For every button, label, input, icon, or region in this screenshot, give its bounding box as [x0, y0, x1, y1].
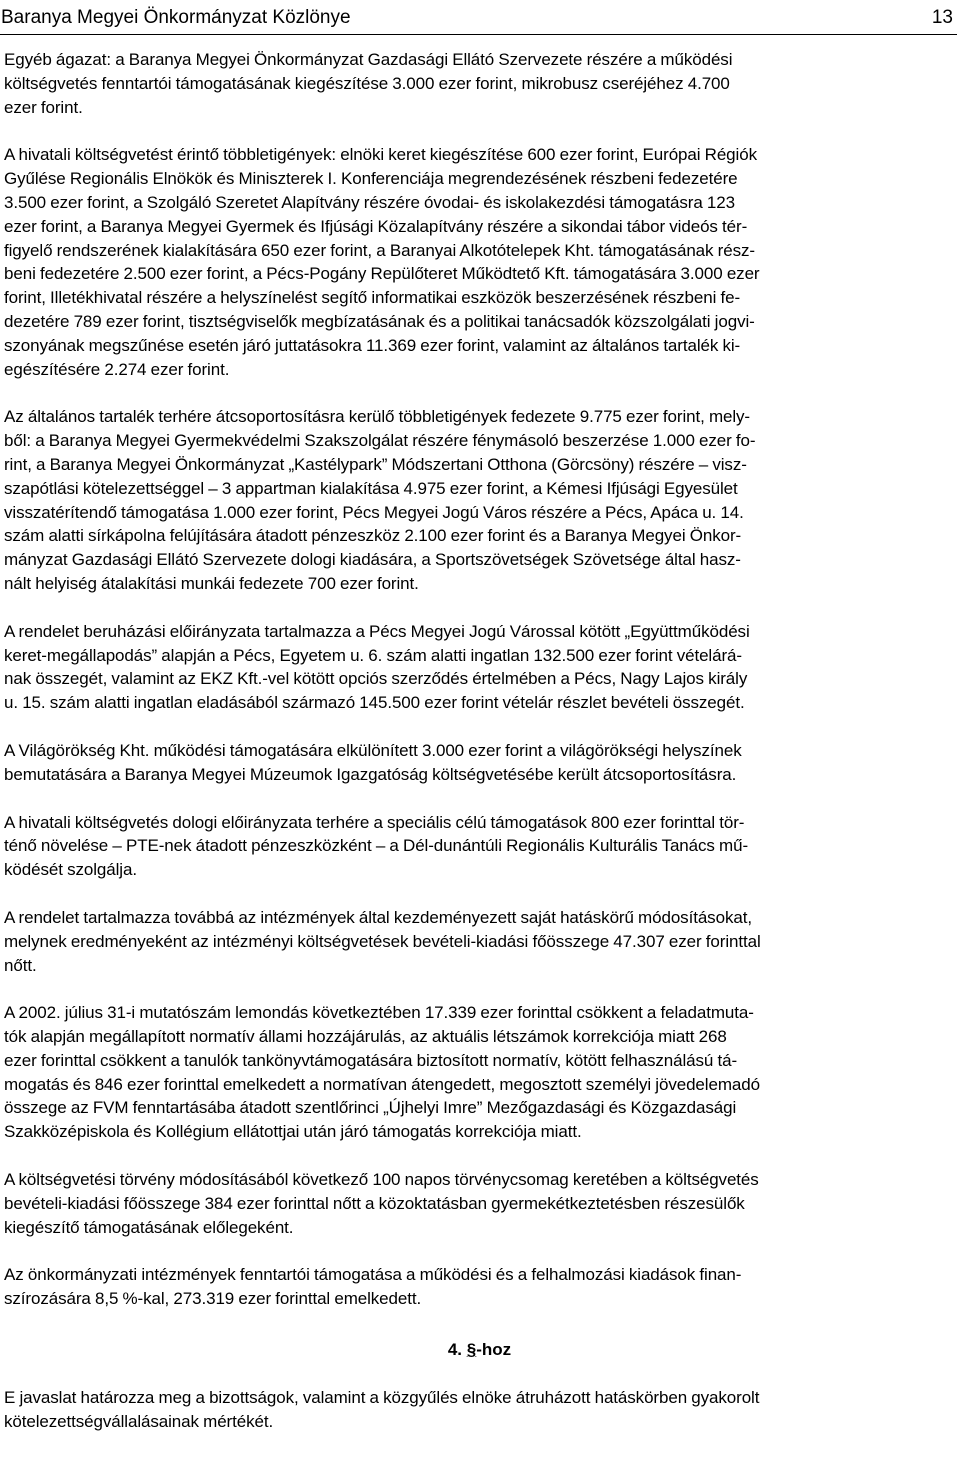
text-line: ezer forint. [4, 97, 83, 117]
text-line: Szakközépiskola és Kollégium ellátottjai után járó támogatás korrekciója miatt. [4, 1122, 582, 1142]
text-line: szapótlási kötelezettséggel – 3 appartman kialakítása 4.975 ezer forint, a Kémesi Ifjúsági Egyesület [4, 478, 738, 498]
paragraph [4, 811, 955, 882]
text-line: ezer forinttal csökkent a tanulók tankönyvtámogatására biztosított normatív, kötött felhasználású tá- [4, 1050, 738, 1070]
document-body [4, 48, 955, 1434]
text-line: mányzat Gazdasági Ellátó Szervezete dologi kiadására, a Sportszövetségek Szövetsége által hasz- [4, 550, 741, 570]
text-line: A rendelet beruházási előirányzata tartalmazza a Pécs Megyei Jogú Várossal kötött „Együttműködési [4, 621, 750, 641]
paragraph [4, 1263, 955, 1311]
text-line: rint, a Baranya Megyei Önkormányzat „Kastélypark” Módszertani Otthona (Görcsöny) részére – visz- [4, 454, 747, 474]
text-line: melynek eredményeként az intézményi költségvetések bevételi-kiadási főösszege 47.307 ezer forinttal [4, 931, 761, 951]
page-header [0, 4, 957, 34]
text-line: forint, Illetékhivatal részére a helyszínelést segítő informatikai eszközök beszerzésének részbeni fe- [4, 288, 741, 308]
publication-title: Baranya Megyei Önkormányzat Közlönye [1, 7, 351, 28]
text-line: összege az FVM fenntartásába átadott szentlőrinci „Újhelyi Imre” Mezőgazdasági és Közgazdasági [4, 1098, 737, 1118]
text-line: A hivatali költségvetést érintő többletigények: elnöki keret kiegészítése 600 ezer forint, Európai Régiók [4, 145, 757, 165]
paragraph [4, 405, 955, 595]
text-line: egészítésére 2.274 ezer forint. [4, 359, 230, 379]
text-line: Egyéb ágazat: a Baranya Megyei Önkormányzat Gazdasági Ellátó Szervezete részére a működési [4, 50, 733, 69]
text-line: kiegészítő támogatásának előlegeként. [4, 1217, 294, 1237]
text-line: tók alapján megállapított normatív állami hozzájárulás, az aktuális létszámok korrekciója miatt 268 [4, 1027, 727, 1047]
closing-paragraph [4, 1386, 955, 1434]
text-line: kötelezettségvállalásainak mértékét. [4, 1411, 274, 1431]
text-line: nált helyiség átalakítási munkái fedezete 700 ezer forint. [4, 573, 419, 593]
text-line: keret-megállapodás” alapján a Pécs, Egyetem u. 6. szám alatti ingatlan 132.500 ezer forint vételárá- [4, 645, 742, 665]
text-line: szám alatti sírkápolna felújítására átadott pénzeszköz 2.100 ezer forint és a Baranya Megyei Önkor- [4, 526, 742, 546]
text-line: A költségvetési törvény módosításából következő 100 napos törvénycsomag keretében a költségvetés [4, 1170, 759, 1190]
paragraph [4, 739, 955, 787]
text-line: Gyűlése Regionális Elnökök és Miniszterek I. Konferenciája megrendezésének részbeni fedezetére [4, 169, 738, 189]
text-line: u. 15. szám alatti ingatlan eladásából származó 145.500 ezer forint vételár részlet bevételi összegét. [4, 693, 745, 713]
paragraph [4, 620, 955, 715]
text-line: visszatérítendő támogatása 1.000 ezer forint, Pécs Megyei Jogú Város részére a Pécs, Apáca u. 14. [4, 502, 744, 522]
text-line: 3.500 ezer forint, a Szolgáló Szeretet Alapítvány részére óvodai- és iskolakezdési támogatásra 123 [4, 192, 735, 212]
text-line: ködését szolgálja. [4, 860, 137, 880]
text-line: E javaslat határozza meg a bizottságok, valamint a közgyűlés elnöke átruházott hatáskörben gyakorolt [4, 1388, 760, 1408]
text-line: ténő növelése – PTE-nek átadott pénzeszközként – a Dél-dunántúli Regionális Kulturális Tanács mű- [4, 836, 749, 856]
text-line: ezer forint, a Baranya Megyei Gyermek és Ifjúsági Közalapítvány részére a sikondai tábor videós tér- [4, 216, 748, 236]
section-suffix: -hoz [476, 1340, 512, 1360]
paragraph [4, 1001, 955, 1144]
text-line: mogatás és 846 ezer forinttal emelkedett a normatívan átengedett, megosztott személyi jövedelemadó [4, 1074, 760, 1094]
text-line: Az önkormányzati intézmények fenntartói támogatása a működési és a felhalmozási kiadások finan- [4, 1265, 742, 1285]
text-line: nőtt. [4, 955, 37, 975]
text-line: szonyának megszűnése esetén járó juttatásokra 11.369 ezer forint, valamint az általános tartalék ki- [4, 335, 741, 355]
paragraph-list [4, 48, 955, 1311]
text-line: nak összegét, valamint az EKZ Kft.-vel kötött opciós szerződés értelmében a Pécs, Nagy Lajos király [4, 669, 748, 689]
text-line: Az általános tartalék terhére átcsoportosításra kerülő többletigények fedezete 9.775 ezer forint, mely- [4, 407, 750, 427]
text-line: bevételi-kiadási főösszege 384 ezer forinttal nőtt a közoktatásban gyermekétkeztetésben részesülők [4, 1193, 745, 1213]
paragraph [4, 48, 955, 119]
text-line: dezetére 789 ezer forint, tisztségviselők megbízatásának és a politikai tanácsadók közszolgálati jogvi- [4, 311, 755, 331]
page-number: 13 [931, 7, 953, 28]
text-line: ből: a Baranya Megyei Gyermekvédelmi Szakszolgálat részére fénymásoló beszerzése 1.000 ezer fo- [4, 431, 756, 451]
text-line: A rendelet tartalmazza továbbá az intézmények által kezdeményezett saját hatáskörű módosításokat, [4, 907, 752, 927]
header-divider [0, 34, 957, 35]
section-symbol: § [466, 1340, 477, 1360]
section-heading [4, 1338, 955, 1362]
text-line: A hivatali költségvetés dologi előirányzata terhére a speciális célú támogatások 800 ezer forinttal tör- [4, 812, 745, 832]
paragraph [4, 143, 955, 381]
text-line: A 2002. július 31-i mutatószám lemondás következtében 17.339 ezer forinttal csökkent a feladatmuta- [4, 1003, 754, 1023]
paragraph [4, 906, 955, 977]
text-line: költségvetés fenntartói támogatásának kiegészítése 3.000 ezer forint, mikrobusz cseréjéhez 4.700 [4, 73, 730, 93]
text-line: A Világörökség Kht. működési támogatására elkülönített 3.000 ezer forint a világörökségi helyszínek [4, 740, 742, 760]
text-line: bemutatására a Baranya Megyei Múzeumok Igazgatóság költségvetésébe került átcsoportosításra. [4, 764, 737, 784]
section-number: 4. [447, 1340, 463, 1360]
paragraph [4, 1168, 955, 1239]
text-line: szírozására 8,5 %-kal, 273.319 ezer forinttal emelkedett. [4, 1289, 422, 1309]
text-line: figyelő rendszerének kialakítására 650 ezer forint, a Baranyai Alkotótelepek Kht. támogatásának rész- [4, 240, 755, 260]
text-line: beni fedezetére 2.500 ezer forint, a Pécs-Pogány Repülőteret Működtető Kft. támogatására 3.000 ezer [4, 264, 760, 284]
